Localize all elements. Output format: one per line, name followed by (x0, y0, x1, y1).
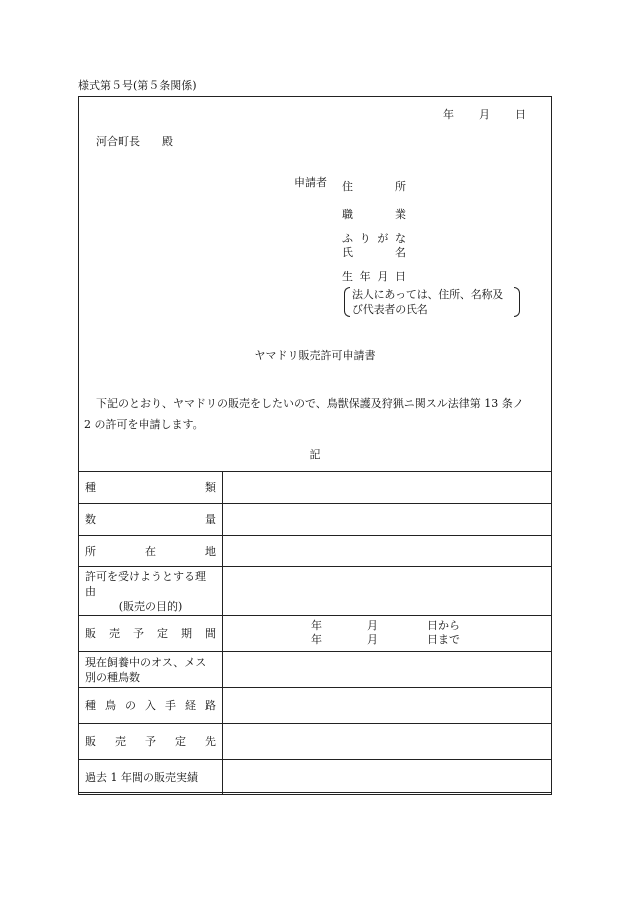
corporate-note-line-2: び代表者の氏名 (352, 303, 428, 316)
ki-marker: 記 (309, 448, 321, 461)
address-label: 住 所 (342, 180, 406, 193)
table-row (79, 504, 552, 536)
period-to: 年 月 日まで (311, 632, 460, 646)
left-bracket (344, 287, 350, 317)
row-value-sales-destination[interactable] (223, 724, 552, 760)
row-value-location[interactable] (223, 536, 552, 567)
table-row (79, 724, 552, 760)
furigana-label: ふ り が な (342, 232, 406, 245)
corporate-note (344, 286, 520, 318)
date-year-label: 年 (443, 108, 454, 121)
table-row (79, 616, 552, 652)
row-label-quantity: 数 量 (79, 504, 223, 536)
document-title: ヤマドリ販売許可申請書 (254, 349, 376, 362)
row-label-type: 種 類 (79, 472, 223, 504)
applicant-label: 申請者 (294, 176, 327, 189)
recipient: 河合町長 殿 (96, 135, 173, 148)
row-value-sales-period[interactable] (223, 616, 552, 652)
table-row (79, 652, 552, 688)
row-value-breeding-birds[interactable] (223, 652, 552, 688)
row-value-quantity[interactable] (223, 504, 552, 536)
row-value-reason[interactable] (223, 567, 552, 616)
row-label-reason: 許可を受けようとする理由 (販売の目的) (79, 567, 223, 616)
row-label-location: 所 在 地 (79, 536, 223, 567)
table-row (79, 688, 552, 724)
corporate-note-line-1: 法人にあっては、住所、名称及 (352, 288, 504, 301)
table-row (79, 760, 552, 795)
form-number-label: 様式第５号(第５条関係) (78, 79, 197, 92)
row-label-acquisition-route: 種 鳥 の 入 手 経 路 (79, 688, 223, 724)
row-label-sales-destination: 販 売 予 定 先 (79, 724, 223, 760)
table-row (79, 567, 552, 616)
body-line-1: 下記のとおり、ヤマドリの販売をしたいので、鳥獣保護及狩猟ニ関スル法律第 13 条ノ (96, 397, 524, 410)
date-day-label: 日 (515, 108, 526, 121)
birthdate-label: 生 年 月 日 (342, 270, 406, 283)
name-label: 氏 名 (342, 246, 406, 259)
row-label-breeding-birds: 現在飼養中のオス、メス別の種鳥数 (79, 652, 223, 688)
row-label-sales-period: 販 売 予 定 期 間 (79, 616, 223, 652)
row-value-type[interactable] (223, 472, 552, 504)
date-month-label: 月 (479, 108, 490, 121)
period-from: 年 月 日から (311, 618, 460, 632)
row-value-past-sales[interactable] (223, 760, 552, 795)
row-label-past-sales: 過去 1 年間の販売実績 (79, 760, 223, 795)
table-row (79, 536, 552, 567)
right-bracket (514, 287, 520, 317)
occupation-label: 職 業 (342, 208, 406, 221)
application-table (78, 471, 552, 795)
body-line-2: 2 の許可を申請します。 (84, 418, 204, 431)
table-row (79, 472, 552, 504)
row-value-acquisition-route[interactable] (223, 688, 552, 724)
